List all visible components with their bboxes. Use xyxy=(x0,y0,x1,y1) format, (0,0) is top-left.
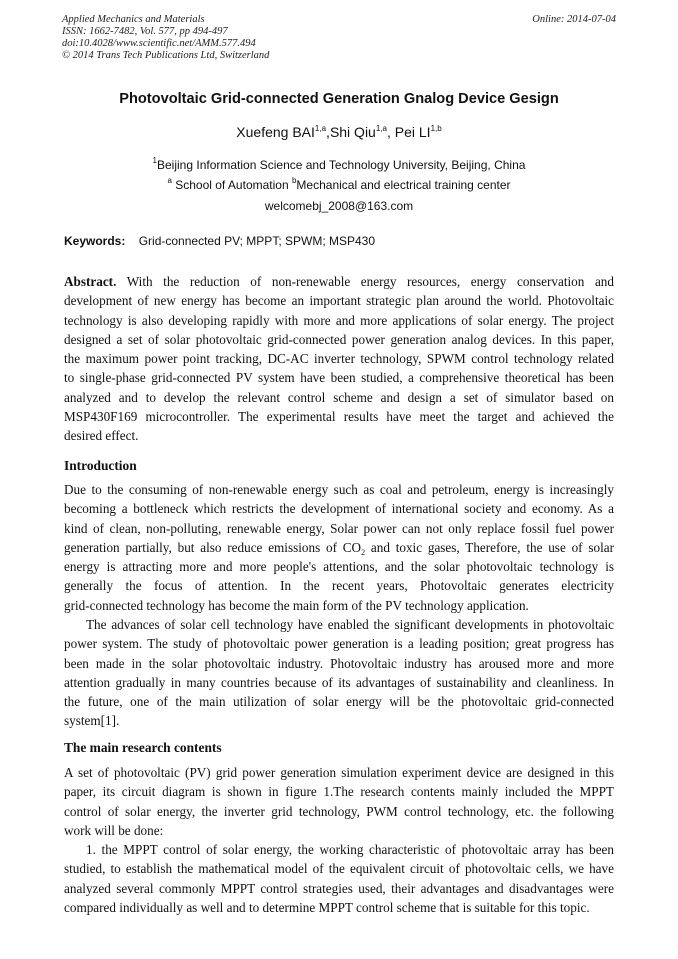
copyright-line: © 2014 Trans Tech Publications Ltd, Switzerland xyxy=(62,50,270,61)
body-line: grid-connected technology has become the main form of the PV technology application. xyxy=(64,597,529,613)
issn-line: ISSN: 1662-7482, Vol. 577, pp 494-497 xyxy=(62,26,228,37)
abstract-line: desired effect. xyxy=(64,428,139,444)
affiliation-1 xyxy=(0,158,678,172)
online-date: Online: 2014-07-04 xyxy=(532,14,616,25)
co2-subscript: 2 xyxy=(361,547,366,557)
author-separator: , xyxy=(326,124,330,140)
abstract-line: technology is also developing rapidly with more and more applications of solar energy. The project xyxy=(64,312,614,328)
abstract-line: to single-phase grid-connected PV system have been studied, a comprehensive theoretical has been xyxy=(64,370,614,386)
author-sup: 1,a xyxy=(314,124,327,133)
body-line: control of solar energy, the inverter grid technology, PWM control technology, etc. the following xyxy=(64,803,614,819)
body-line: Due to the consuming of non-renewable energy such as coal and petroleum, energy is increasingly xyxy=(64,482,614,497)
abstract-line: analyzed and to develop the relevant control scheme and design a set of simulator based on xyxy=(64,389,614,405)
body-line: studied, to establish the mathematical model of the equivalent circuit of photovoltaic cells, we have xyxy=(64,861,614,877)
body-line: compared individually as well and to determine MPPT control scheme that is suitable for this topic. xyxy=(64,899,590,915)
body-line: energy is attracting more and more people's attentions, and the solar photovoltaic technology is xyxy=(64,559,614,575)
abstract-line: With the reduction of non-renewable energy resources, energy conservation and xyxy=(116,274,614,289)
doi-link[interactable]: doi:10.4028/www.scientific.net/AMM.577.494 xyxy=(62,38,256,49)
co2-text: and toxic gases, Therefore, the use of solar xyxy=(365,539,614,555)
body-line: power system. The study of photovoltaic power generation is a leading position; great progress has xyxy=(64,636,614,652)
author-separator: , xyxy=(386,124,395,140)
abstract-label: Abstract. xyxy=(64,274,117,289)
affiliation-text: School of Automation xyxy=(171,178,292,192)
author-name: Shi Qiu xyxy=(329,124,376,140)
body-line: been made in the solar photovoltaic industry. Photovoltaic industry has aroused more and more xyxy=(64,655,614,671)
author-sup: 1,b xyxy=(430,124,442,133)
research-heading: The main research contents xyxy=(64,740,222,755)
introduction-paragraph-1 xyxy=(64,480,614,615)
affiliation-sup: 1 xyxy=(152,156,157,165)
author-list xyxy=(0,124,678,140)
author-name: Pei LI xyxy=(394,124,431,140)
body-line: 1. the MPPT control of solar energy, the working characteristic of photovoltaic array has been xyxy=(86,842,614,857)
abstract xyxy=(64,272,614,446)
abstract-line: the maximum power point tracking, DC-AC inverter technology, SPWM control technology related xyxy=(64,351,614,367)
body-line: analyzed several commonly MPPT control strategies used, their advantages and disadvantages were xyxy=(64,880,614,896)
journal-header xyxy=(62,14,269,62)
introduction-paragraph-2 xyxy=(64,615,614,731)
co2-text: generation partially, but also reduce emissions of CO xyxy=(64,539,362,555)
body-line: generally the focus of attention. In the recent years, Photovoltaic generates electricity xyxy=(64,578,614,594)
abstract-line: designed a set of solar photovoltaic grid-connected power generation analog devices. In this paper, xyxy=(64,331,614,347)
affiliation-sup: a xyxy=(167,176,172,185)
author-email[interactable]: welcomebj_2008@163.com xyxy=(264,199,414,213)
body-line xyxy=(64,538,614,557)
research-paragraph-1 xyxy=(64,763,614,840)
journal-name: Applied Mechanics and Materials xyxy=(62,14,205,25)
body-line: the future, one of the main utilization of solar energy will be the photovoltaic grid-connected xyxy=(64,694,614,710)
body-line: work will be done: xyxy=(64,822,164,838)
affiliation-sup: b xyxy=(291,176,297,185)
keywords-line xyxy=(64,234,375,248)
paper-title: Photovoltaic Grid-connected Generation Gnalog Device Gesign xyxy=(119,91,559,107)
body-line: system[1]. xyxy=(64,713,120,729)
affiliation-2 xyxy=(0,178,678,192)
body-line: A set of photovoltaic (PV) grid power generation simulation experiment device are designed in this xyxy=(64,765,614,780)
body-line: attention gradually in many countries because of its advantages of sustainability and cleanliness. In xyxy=(64,674,614,690)
keywords-value: Grid-connected PV; MPPT; SPWM; MSP430 xyxy=(138,234,376,248)
body-line: The advances of solar cell technology have enabled the significant developments in photovoltaic xyxy=(86,617,614,632)
author-name: Xuefeng BAI xyxy=(236,124,315,140)
author-sup: 1,a xyxy=(375,124,387,133)
keywords-label: Keywords: xyxy=(64,234,126,248)
body-line: kind of clean, non-polluting, renewable energy, Solar power can not only replace fossil fuel power xyxy=(64,520,614,536)
affiliation-text: Beijing Information Science and Technology University, Beijing, China xyxy=(157,158,526,172)
abstract-line: development of new energy has become an important strategic plan around the world. Photovoltaic xyxy=(64,293,614,309)
research-paragraph-2 xyxy=(64,840,614,917)
body-line: paper, its circuit diagram is shown in figure 1.The research contents mainly included the MPPT xyxy=(64,784,614,800)
body-line: becoming a bottleneck which restricts the development of international society and economy. As a xyxy=(64,501,614,517)
abstract-line: MSP430F169 microcontroller. The experimental results have meet the target and achieved the xyxy=(64,409,614,425)
affiliation-text: Mechanical and electrical training center xyxy=(296,178,511,192)
introduction-heading: Introduction xyxy=(64,458,137,473)
